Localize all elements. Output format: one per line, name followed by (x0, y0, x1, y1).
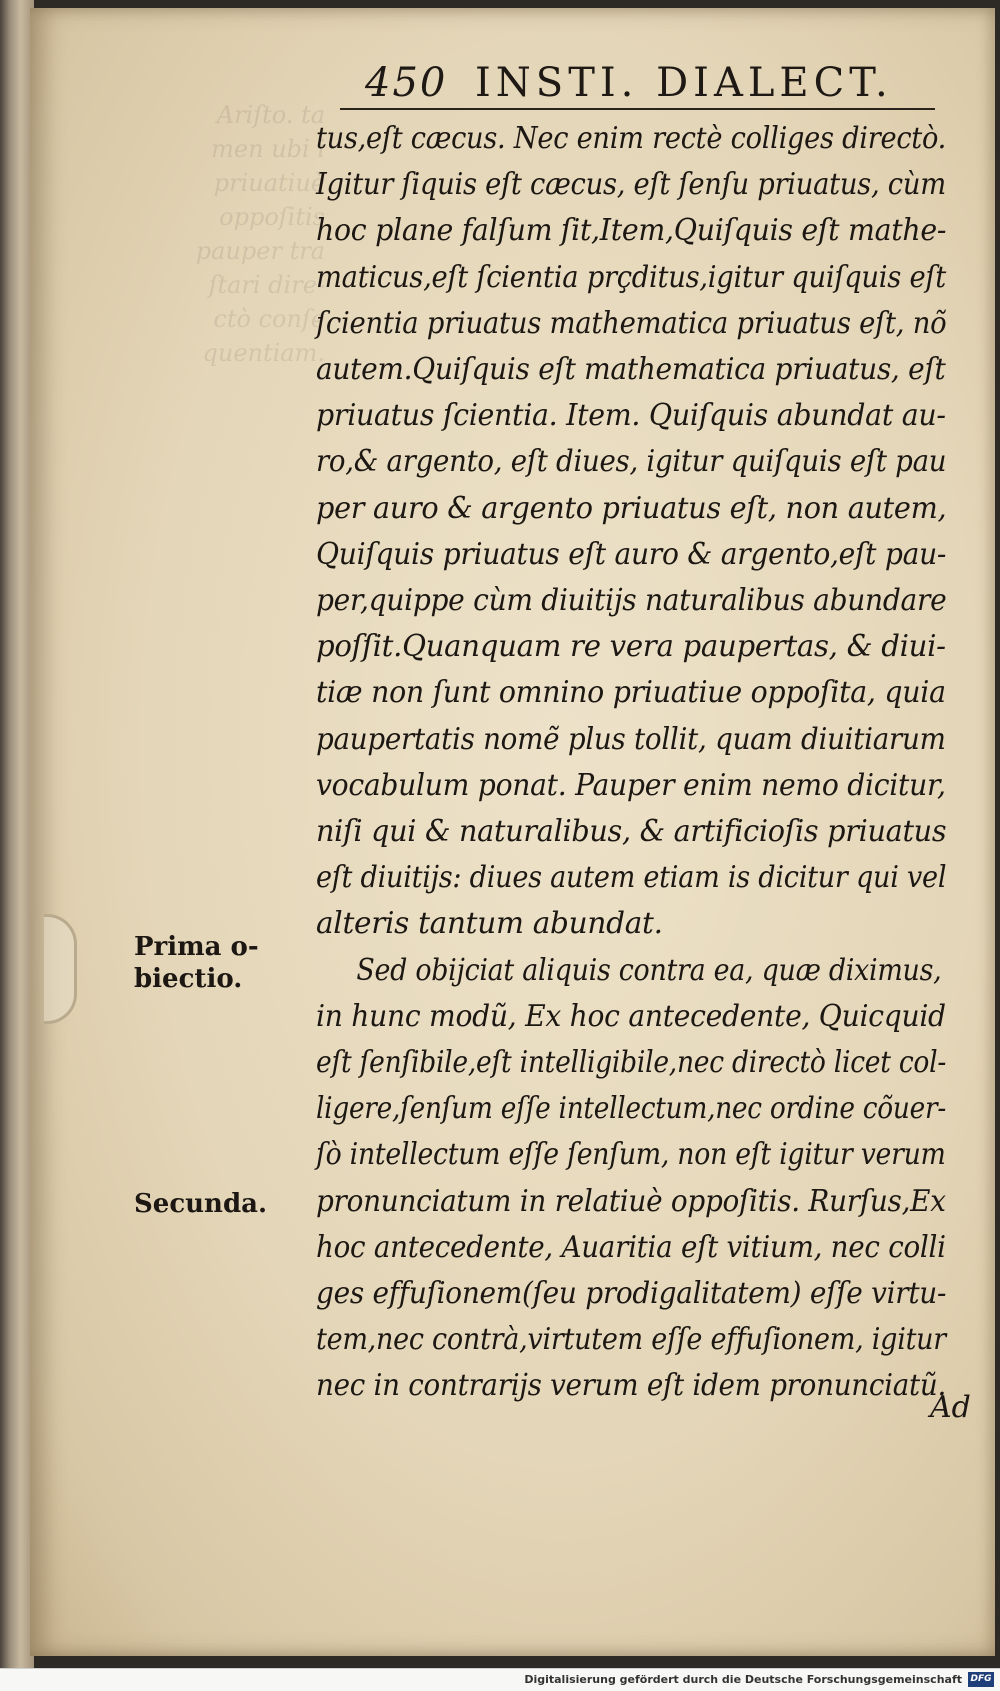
footer-bar (0, 1668, 1000, 1691)
text-line: alteris tantum abundat. (316, 906, 663, 942)
text-line: ges effuſionem(ſeu prodigalitatem) eſſe virtu- (316, 1276, 947, 1312)
bleed-line: priuatiuè (213, 169, 325, 197)
page-header (335, 54, 945, 110)
marginal-note-prima-obiectio (134, 931, 259, 995)
text-line: hoc plane falſum ſit,Item,Quiſquis eſt mathe- (316, 213, 947, 249)
text-line: tus,eſt cæcus. Nec enim rectè colliges directò. (316, 121, 947, 156)
text-line: Igitur ſiquis eſt cæcus, eſt ſenſu priuatus, cùm (316, 167, 946, 203)
book-page (30, 8, 995, 1656)
text-line: Quiſquis priuatus eſt auro & argento,eſt pau- (316, 536, 947, 572)
bleed-line: ctò conſe (213, 305, 325, 333)
bleed-through-text (155, 98, 325, 370)
text-line: ro,& argento, eſt diues, igitur quiſquis eſt pau (316, 444, 947, 480)
text-line: tiæ non ſunt omnino priuatiue oppoſita, quia (316, 675, 946, 711)
page-number: 450 (365, 60, 448, 106)
funding-credit: Digitalisierung gefördert durch die Deutsche Forschungsgemeinschaft (524, 1673, 962, 1686)
text-line: eſt diuitijs: diues autem etiam is dicitur qui vel (316, 860, 947, 896)
book-binding-edge (0, 0, 34, 1668)
bleed-line: oppoſitis (219, 203, 325, 231)
text-line: pronunciatum in relatiuè oppoſitis. Rurſus,Ex (316, 1183, 946, 1219)
text-line: in hunc modũ, Ex hoc antecedente, Quicquid (316, 998, 946, 1034)
text-line: poſſit.Quanquam re vera paupertas, & diui- (316, 629, 946, 665)
text-line: tem,nec contrà,virtutem eſſe effuſionem, igitur (316, 1322, 946, 1358)
text-line: hoc antecedente, Auaritia eſt vitium, nec colli (316, 1229, 946, 1265)
marginal-note-secunda: Secunda. (134, 1189, 268, 1219)
bleed-line: Ariſto. ta (216, 101, 325, 129)
text-line: paupertatis nomẽ plus tollit, quam diuitiarum (316, 721, 946, 757)
text-line: per auro & argento priuatus eſt, non autem, (316, 490, 947, 526)
text-line: ſcientia priuatus mathematica priuatus eſt, nõ (316, 305, 947, 341)
text-line: per,quippe cùm diuitijs naturalibus abundare (316, 583, 947, 619)
text-line: ſò intellectum eſſe ſenſum, non eſt igitur verum (316, 1137, 946, 1173)
text-line: autem.Quiſquis eſt mathematica priuatus, eſt (316, 352, 946, 388)
header-rule (340, 108, 935, 110)
bleed-line: ſtari dire- (208, 271, 325, 299)
text-line: nec in contrarijs verum eſt idem pronunciatũ. (316, 1368, 947, 1404)
marginal-note-line: biectio. (134, 964, 243, 994)
bleed-line: men ubi i (211, 135, 325, 163)
marginal-note-line: Prima o- (134, 932, 259, 962)
book-clasp (44, 914, 77, 1024)
bleed-line: quentiam. (202, 339, 325, 367)
text-line: priuatus ſcientia. Item. Quiſquis abundat au- (316, 398, 946, 434)
text-line: niſi qui & naturalibus, & artificioſis priuatus (316, 814, 947, 850)
text-line: ligere,ſenſum eſſe intellectum,nec ordine cõuer- (316, 1091, 946, 1127)
bleed-line: pauper tra (195, 237, 325, 265)
text-line: vocabulum ponat. Pauper enim nemo dicitur, (316, 767, 946, 803)
running-head: INSTI. DIALECT. (475, 60, 893, 106)
body-text (316, 116, 956, 1410)
dfg-logo: DFG (968, 1672, 994, 1687)
text-line: eſt ſenſibile,eſt intelligibile,nec directò licet col- (316, 1045, 947, 1081)
catchword: Ad (930, 1390, 971, 1425)
text-line: Sed obijciat aliquis contra ea, quæ diximus, (356, 952, 942, 988)
text-line: maticus,eſt ſcientia prçditus,igitur quiſquis eſt (316, 259, 946, 295)
